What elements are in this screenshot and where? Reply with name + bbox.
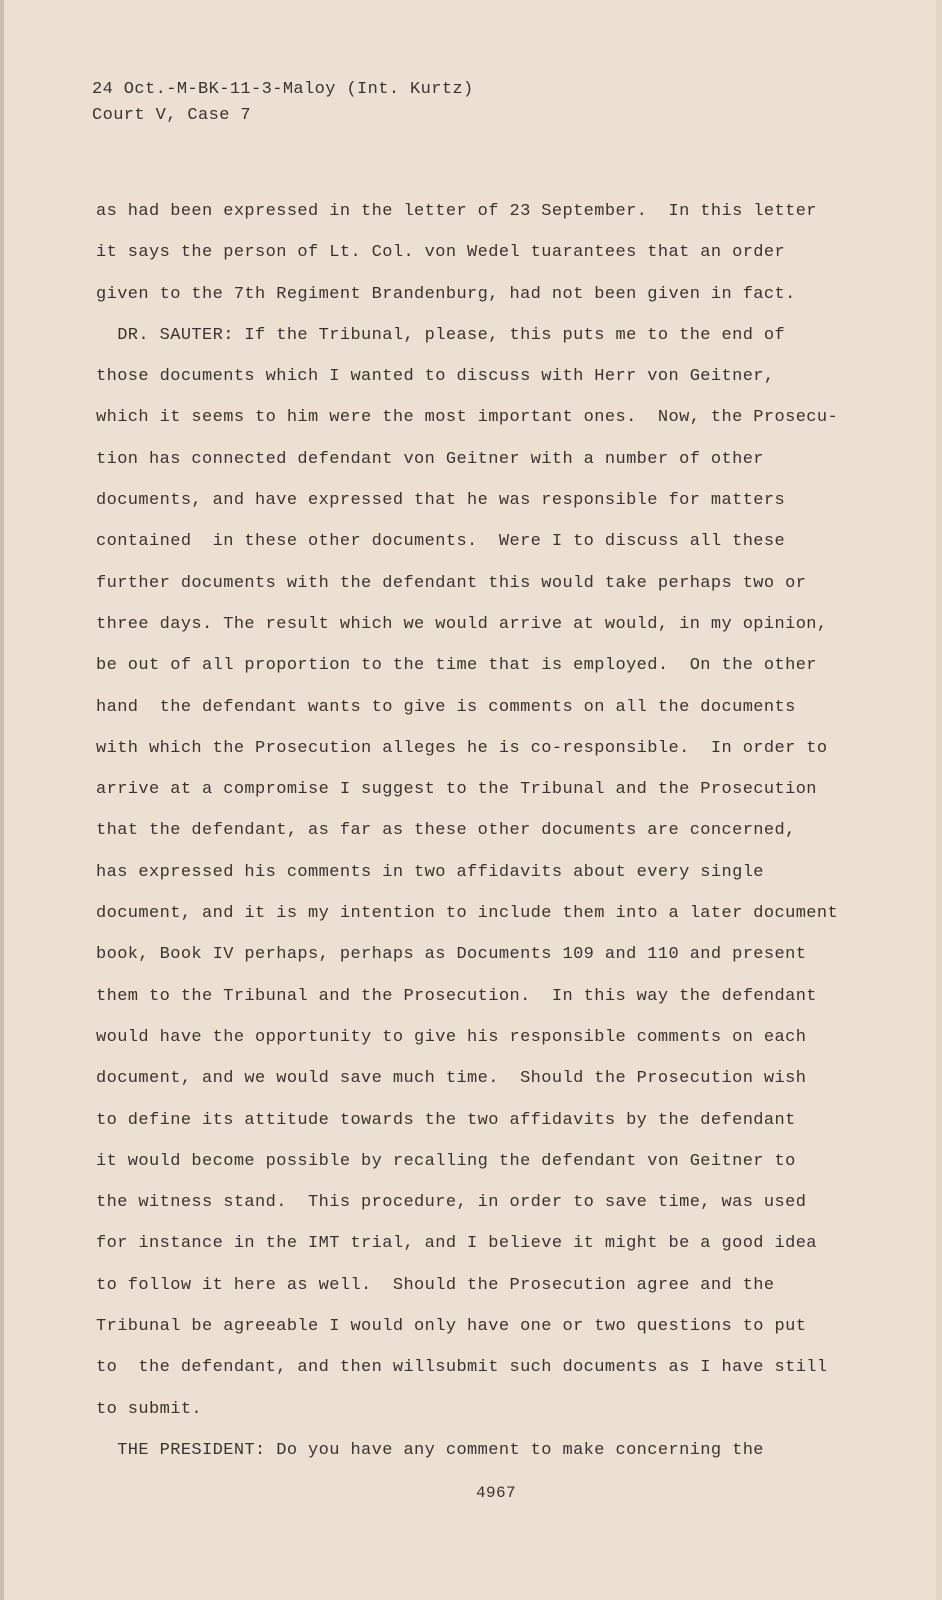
transcript-line: arrive at a compromise I suggest to the Tribunal and the Prosecution [96, 780, 817, 800]
transcript-line: to submit. [96, 1399, 203, 1419]
transcript-line: book, Book IV perhaps, perhaps as Documents 109 and 110 and present [96, 945, 807, 965]
transcript-line: them to the Tribunal and the Prosecution. In this way the defendant [96, 986, 817, 1006]
transcript-line: to define its attitude towards the two affidavits by the defendant [96, 1110, 796, 1130]
page-right-edge [936, 0, 942, 1600]
header-reference-line: 24 Oct.-M-BK-11-3-Maloy (Int. Kurtz) [92, 80, 474, 99]
transcript-line: which it seems to him were the most important ones. Now, the Prosecu- [96, 408, 839, 428]
transcript-line: has expressed his comments in two affidavits about every single [96, 862, 764, 882]
transcript-line: DR. SAUTER: If the Tribunal, please, this puts me to the end of [96, 325, 786, 345]
transcript-line: as had been expressed in the letter of 23 September. In this letter [96, 202, 817, 221]
transcript-line: Tribunal be agreeable I would only have one or two questions to put [96, 1317, 807, 1337]
transcript-line: document, and we would save much time. Should the Prosecution wish [96, 1069, 807, 1089]
transcript-line: to the defendant, and then willsubmit such documents as I have still [96, 1358, 828, 1378]
transcript-line: it says the person of Lt. Col. von Wedel tuarantees that an order [96, 243, 786, 263]
transcript-line: documents, and have expressed that he was responsible for matters [96, 491, 786, 511]
transcript-line: with which the Prosecution alleges he is co-responsible. In order to [96, 738, 828, 758]
transcript-line: for instance in the IMT trial, and I believe it might be a good idea [96, 1234, 817, 1254]
transcript-line: tion has connected defendant von Geitner with a number of other [96, 449, 764, 469]
transcript-body [96, 191, 839, 1471]
transcript-line: document, and it is my intention to include them into a later document [96, 904, 839, 924]
page-number: 4967 [476, 1484, 517, 1502]
transcript-line: hand the defendant wants to give is comments on all the documents [96, 697, 796, 717]
transcript-line: contained in these other documents. Were I to discuss all these [96, 532, 786, 552]
transcript-line: the witness stand. This procedure, in order to save time, was used [96, 1193, 807, 1213]
transcript-line: those documents which I wanted to discuss with Herr von Geitner, [96, 367, 775, 387]
transcript-line: THE PRESIDENT: Do you have any comment to make concerning the [96, 1440, 764, 1460]
transcript-line: would have the opportunity to give his responsible comments on each [96, 1027, 807, 1047]
transcript-line: given to the 7th Regiment Brandenburg, had not been given in fact. [96, 284, 796, 304]
page-spine-shadow [0, 0, 4, 1600]
document-header [92, 77, 474, 129]
transcript-line: that the defendant, as far as these other documents are concerned, [96, 821, 796, 841]
transcript-line: be out of all proportion to the time that is employed. On the other [96, 656, 817, 676]
transcript-line: further documents with the defendant this would take perhaps two or [96, 573, 807, 593]
header-court-line: Court V, Case 7 [92, 106, 252, 125]
transcript-line: it would become possible by recalling the defendant von Geitner to [96, 1151, 796, 1171]
transcript-line: to follow it here as well. Should the Prosecution agree and the [96, 1275, 775, 1295]
transcript-line: three days. The result which we would arrive at would, in my opinion, [96, 614, 828, 634]
